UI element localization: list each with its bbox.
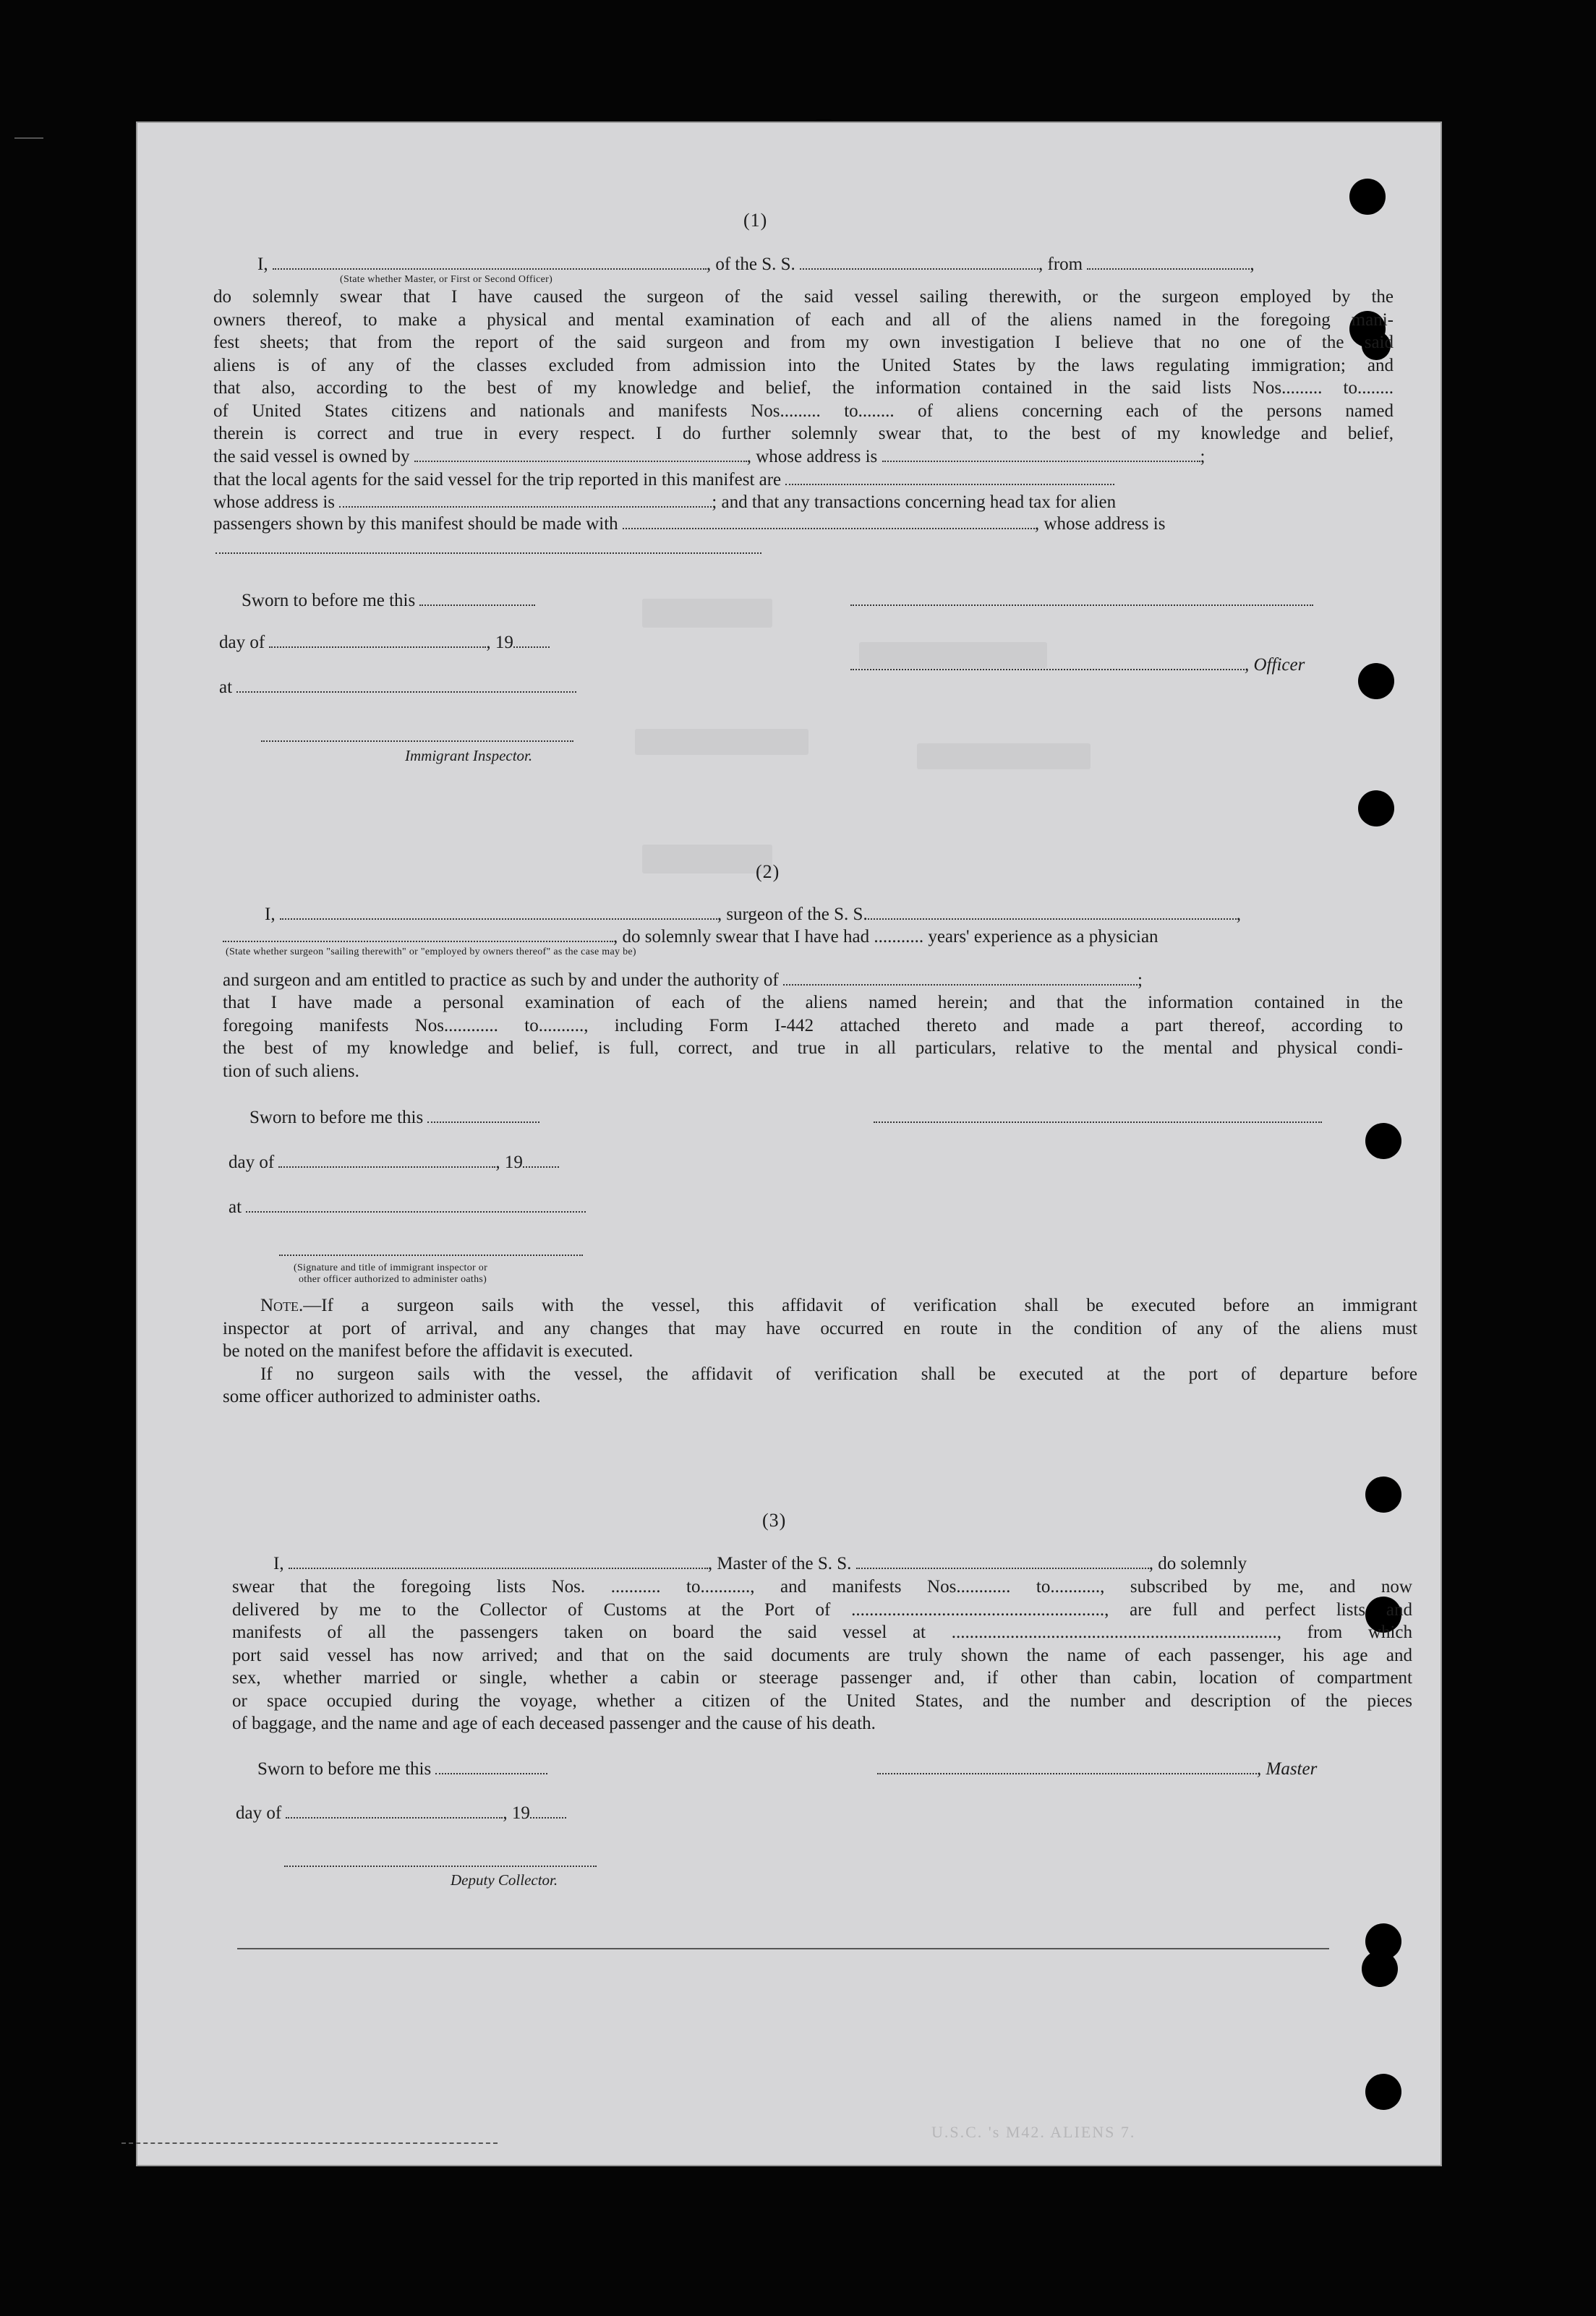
officer-signature-field[interactable] xyxy=(850,656,1245,670)
from-port-field[interactable] xyxy=(1087,255,1250,270)
surgeon-vessel-field[interactable] xyxy=(868,905,1237,920)
bottom-rule xyxy=(237,1948,1329,1949)
text: Sworn to before me this xyxy=(249,1108,424,1127)
deputy-collector-signature-field[interactable] xyxy=(284,1866,597,1867)
text: or space occupied during the voyage, whether a citizen of the United States, and the number and description of the pieces xyxy=(232,1691,1412,1711)
text: day of xyxy=(219,633,265,652)
at-place-field[interactable] xyxy=(236,678,576,693)
surgeon-signature-field[interactable] xyxy=(874,1121,1322,1123)
punch-hole xyxy=(1365,2074,1401,2110)
text: sex, whether married or single, whether a cabin or steerage passenger and, if other than cabin, location of compartment xyxy=(232,1668,1412,1688)
section-2-body xyxy=(223,991,1403,1082)
officer-line xyxy=(850,654,1305,676)
year-field-2[interactable] xyxy=(523,1153,559,1168)
text: owners thereof, to make a physical and mental examination of each and all of the aliens named in the foregoing mani- xyxy=(213,309,1394,330)
text: , of the S. S. xyxy=(706,255,795,274)
text: ; xyxy=(1200,447,1205,466)
sworn-line-2 xyxy=(249,1107,539,1129)
immigrant-inspector-label: Immigrant Inspector. xyxy=(405,747,533,764)
punch-hole xyxy=(1362,1951,1398,1987)
text: , 19 xyxy=(503,1803,530,1823)
text: Sworn to before me this xyxy=(257,1759,432,1779)
master-name-field[interactable] xyxy=(289,1555,708,1569)
section-3-body xyxy=(232,1576,1412,1735)
day-of-line-2 xyxy=(229,1152,559,1174)
year-field[interactable] xyxy=(513,633,550,648)
text: at xyxy=(219,678,233,697)
section-1-header-line xyxy=(257,254,1255,275)
text: Sworn to before me this xyxy=(242,591,416,610)
text: If no surgeon sails with the vessel, the affidavit of verification shall be executed at the port of departure before xyxy=(260,1364,1417,1384)
sworn-date-field[interactable] xyxy=(419,591,535,606)
text: fest sheets; that from the report of the said surgeon and from my own investigation I believe that no one of the said xyxy=(213,333,1394,352)
text: , do solemnly swear that I have had ........... years' experience as a physician xyxy=(613,927,1158,947)
surgeon-name-field[interactable] xyxy=(280,905,717,920)
text: the best of my knowledge and belief, is full, correct, and true in all particulars, relative to the mental and physical condi- xyxy=(223,1038,1403,1058)
day-of-field[interactable] xyxy=(269,633,486,648)
text: , xyxy=(1236,905,1241,924)
text: tion of such aliens. xyxy=(223,1061,359,1081)
punch-hole xyxy=(1365,1123,1401,1159)
section-2-swear-line xyxy=(223,926,1158,948)
faint-bleed-through-text: U.S.C. 's M42. ALIENS 7. xyxy=(931,2123,1136,2141)
sworn-line-1 xyxy=(242,590,535,612)
agent-address-field[interactable] xyxy=(339,493,712,508)
day-of-field-2[interactable] xyxy=(278,1153,495,1168)
text: , 19 xyxy=(495,1153,523,1172)
bleed-through xyxy=(917,743,1091,769)
local-agents-line xyxy=(213,469,1114,491)
scan-speck xyxy=(14,137,43,139)
officer-rank-note: (State whether Master, or First or Second Officer) xyxy=(340,274,553,285)
section-3-header-line xyxy=(273,1553,1247,1575)
text: and surgeon and am entitled to practice as such by and under the authority of xyxy=(223,970,779,990)
punch-hole xyxy=(1365,1477,1401,1513)
authority-field[interactable] xyxy=(783,971,1138,986)
authority-line xyxy=(223,970,1143,991)
owner-field[interactable] xyxy=(414,448,747,462)
bleed-through xyxy=(635,729,808,755)
master-signature-line xyxy=(877,1759,1317,1780)
text: at xyxy=(229,1197,242,1217)
owned-by-line xyxy=(213,446,1205,468)
vessel-name-field[interactable] xyxy=(800,255,1038,270)
text: , surgeon of the S. S. xyxy=(717,905,868,924)
text: , do solemnly xyxy=(1148,1554,1247,1573)
text: inspector at port of arrival, and any changes that may have occurred en route in the condition of any of the aliens must xyxy=(223,1318,1417,1338)
text: that also, according to the best of my knowledge and belief, the information contained in the said lists Nos......... to........ xyxy=(213,378,1394,398)
text: whose address is xyxy=(213,492,336,512)
day-of-line-3 xyxy=(236,1803,566,1824)
bleed-through xyxy=(642,599,772,628)
note-paragraph xyxy=(223,1294,1417,1409)
section-1-body xyxy=(213,286,1394,445)
text: of baggage, and the name and age of each deceased passenger and the cause of his death. xyxy=(232,1714,876,1733)
text xyxy=(223,1294,1417,1317)
inspector-signature-field[interactable] xyxy=(261,740,573,742)
text: do solemnly swear that I have caused the surgeon of the said vessel sailing therewith, or the surgeon employed by the xyxy=(213,287,1394,307)
agent-address-line xyxy=(213,492,1116,513)
text: , Officer xyxy=(1245,655,1305,675)
section-2-header-line xyxy=(265,904,1241,926)
passengers-line xyxy=(213,513,1165,535)
punch-hole xyxy=(1358,790,1394,826)
note-label: Note. xyxy=(260,1296,304,1315)
text: day of xyxy=(229,1153,275,1172)
text: be noted on the manifest before the affidavit is executed. xyxy=(223,1341,633,1361)
punch-hole xyxy=(1349,179,1386,215)
manifest-back-page xyxy=(136,121,1442,2166)
text: I, xyxy=(265,905,276,924)
year-field-3[interactable] xyxy=(530,1804,566,1819)
at-line-2 xyxy=(229,1197,586,1218)
text: port said vessel has now arrived; and that on the said documents are truly shown the name of each passenger, his age and xyxy=(232,1645,1412,1665)
master-signature-field[interactable] xyxy=(850,604,1313,606)
text: passengers shown by this manifest should be made with xyxy=(213,514,618,534)
text: ; xyxy=(1138,970,1143,990)
master-vessel-field[interactable] xyxy=(856,1555,1149,1569)
bleed-through xyxy=(642,845,772,873)
text: the said vessel is owned by xyxy=(213,447,410,466)
sworn-date-field-2[interactable] xyxy=(427,1108,539,1123)
section-3-number: (3) xyxy=(762,1510,787,1531)
text: —If a surgeon sails with the vessel, this affidavit of verification shall be executed before an immigrant xyxy=(303,1296,1417,1315)
punch-hole xyxy=(1358,663,1394,699)
owner-address-field[interactable] xyxy=(882,448,1200,462)
signature-and-title-field[interactable] xyxy=(279,1255,583,1256)
section-2-number: (2) xyxy=(756,861,780,882)
master-signature-field-3[interactable] xyxy=(877,1760,1257,1774)
text: , 19 xyxy=(486,633,513,652)
sworn-line-3 xyxy=(257,1759,547,1780)
text: ; and that any transactions concerning head tax for alien xyxy=(712,492,1117,512)
text: , Master xyxy=(1257,1759,1318,1779)
at-place-field-2[interactable] xyxy=(246,1198,586,1213)
day-of-line-1 xyxy=(219,632,550,654)
text: , whose address is xyxy=(1034,514,1166,534)
text: , xyxy=(1250,255,1255,274)
signature-note-2: other officer authorized to administer oaths) xyxy=(299,1274,487,1285)
text: , from xyxy=(1038,255,1083,274)
text: , Master of the S. S. xyxy=(707,1554,852,1573)
section-1-number: (1) xyxy=(743,210,768,231)
head-tax-address-field[interactable] xyxy=(215,552,761,554)
signature-note-1: (Signature and title of immigrant inspector or xyxy=(294,1262,488,1273)
officer-rank-field[interactable] xyxy=(273,255,707,270)
text: I, xyxy=(257,255,268,274)
text: I, xyxy=(273,1554,284,1573)
text: of United States citizens and nationals and manifests Nos......... to........ of aliens concerning each of the persons named xyxy=(213,401,1394,421)
surgeon-status-note: (State whether surgeon "sailing therewith" or "employed by owners thereof" as the case may be) xyxy=(226,947,636,957)
text: that the local agents for the said vessel for the trip reported in this manifest are xyxy=(213,470,782,490)
text: some officer authorized to administer oaths. xyxy=(223,1387,541,1406)
text: , whose address is xyxy=(746,447,878,466)
text: aliens is of any of the classes excluded from admission into the United States by the laws regulating immigration; and xyxy=(213,355,1394,375)
deputy-collector-label: Deputy Collector. xyxy=(451,1871,558,1889)
head-tax-contact-field[interactable] xyxy=(623,515,1035,529)
text: foregoing manifests Nos............ to.........., including Form I-442 attached thereto and made a part thereof, according to xyxy=(223,1015,1403,1035)
torn-edge xyxy=(121,2142,498,2144)
sworn-date-field-3[interactable] xyxy=(435,1760,547,1774)
text: delivered by me to the Collector of Customs at the Port of ........................................................, are full and perfect lists and xyxy=(232,1599,1412,1620)
text: day of xyxy=(236,1803,282,1823)
at-line-1 xyxy=(219,677,576,698)
text: swear that the foregoing lists Nos. ........... to..........., and manifests Nos............ to..........., subscribed by me, and now xyxy=(232,1577,1412,1597)
day-of-field-3[interactable] xyxy=(286,1804,503,1819)
text: that I have made a personal examination of each of the aliens named herein; and that the information contained in the xyxy=(223,993,1403,1012)
text: manifests of all the passengers taken on board the said vessel at ........................................................................, from which xyxy=(232,1623,1412,1642)
surgeon-status-field[interactable] xyxy=(223,928,613,942)
text: therein is correct and true in every respect. I do further solemnly swear that, to the best of my knowledge and belief, xyxy=(213,424,1394,443)
local-agents-field[interactable] xyxy=(785,471,1114,485)
